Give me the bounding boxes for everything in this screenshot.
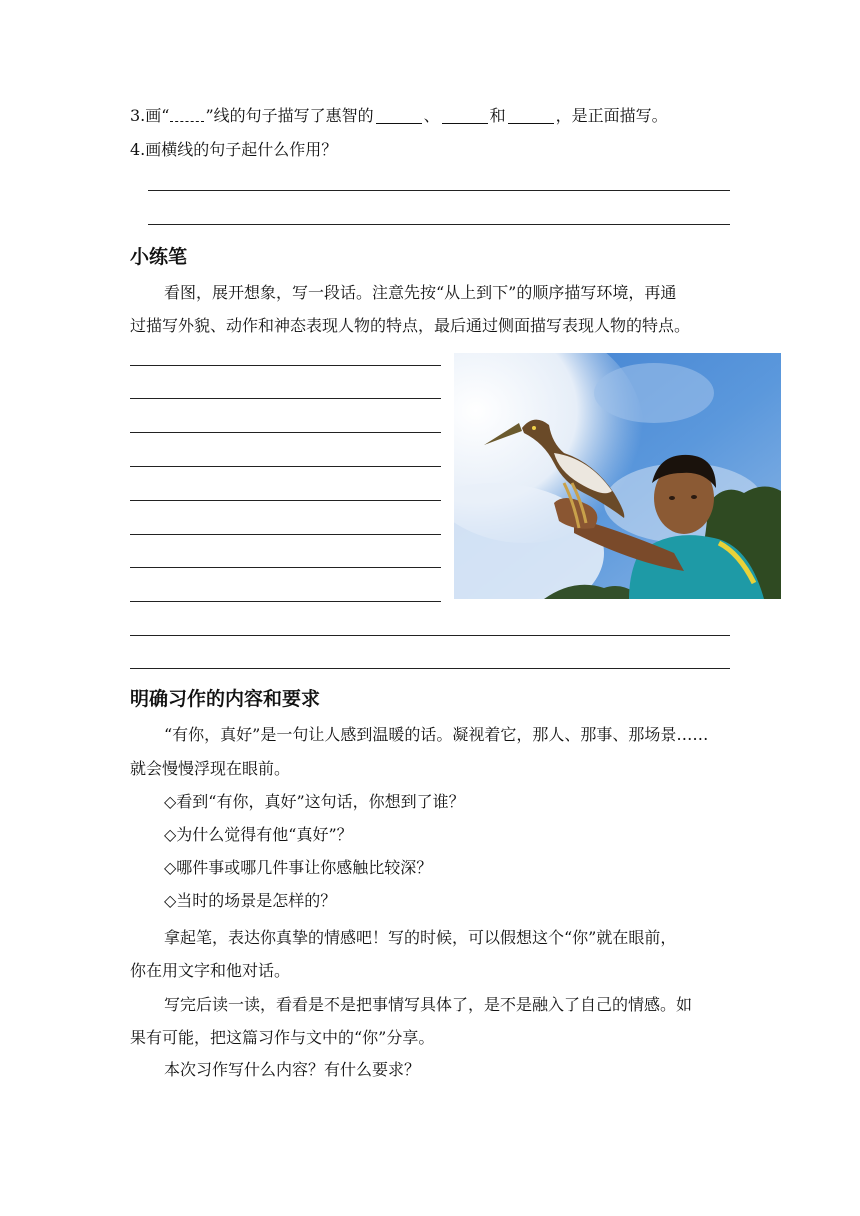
photo-illustration [454,353,781,599]
answer-line[interactable] [148,190,730,191]
requirements-intro-line-1: “有你，真好”是一句让人感到温暖的话。凝视着它，那人、那事、那场景…… [164,725,709,744]
q3-prefix: 3.画“ [130,106,170,125]
writing-line[interactable] [130,398,441,399]
requirements-para3-line-1: 写完后读一读，看看是不是把事情写具体了，是不是融入了自己的情感。如 [164,995,693,1014]
dashed-line-mark [170,107,204,122]
writing-line[interactable] [130,365,441,366]
answer-blank-3[interactable] [508,107,554,124]
answer-blank-1[interactable] [376,107,422,124]
q3-and: 和 [489,106,506,125]
q3-separator: 、 [423,106,440,125]
section-heading-practice: 小练笔 [130,246,188,268]
boy-with-heron-photo [454,353,781,599]
requirement-bullet: ◇哪件事或哪几件事让你感触比较深？ [164,858,433,877]
writing-line[interactable] [130,500,441,501]
section-heading-requirements: 明确习作的内容和要求 [130,688,321,710]
writing-line[interactable] [130,432,441,433]
writing-line[interactable] [130,601,441,602]
requirements-para2-line-2: 你在用文字和他对话。 [130,961,291,980]
requirements-question: 本次习作写什么内容？有什么要求？ [164,1060,421,1079]
writing-line[interactable] [130,668,730,669]
q3-middle: ”线的句子描写了惠智的 [205,106,374,125]
requirements-para2-line-1: 拿起笔，表达你真挚的情感吧！写的时候，可以假想这个“你”就在眼前， [164,928,677,947]
writing-line[interactable] [130,635,730,636]
requirement-bullet: ◇当时的场景是怎样的？ [164,891,337,910]
writing-line[interactable] [130,534,441,535]
question-3 [130,106,668,126]
question-4: 4.画横线的句子起什么作用？ [130,140,338,159]
writing-line[interactable] [130,567,441,568]
writing-line[interactable] [130,466,441,467]
answer-line[interactable] [148,224,730,225]
requirement-bullet: ◇看到“有你，真好”这句话，你想到了谁？ [164,792,465,811]
practice-paragraph-line-2: 过描写外貌、动作和神态表现人物的特点，最后通过侧面描写表现人物的特点。 [130,316,691,335]
q3-suffix: ，是正面描写。 [555,106,668,125]
practice-paragraph-line-1: 看图，展开想象，写一段话。注意先按“从上到下”的顺序描写环境，再通 [164,283,677,302]
requirement-bullet: ◇为什么觉得有他“真好”？ [164,825,353,844]
requirements-para3-line-2: 果有可能，把这篇习作与文中的“你”分享。 [130,1028,435,1047]
answer-blank-2[interactable] [442,107,488,124]
requirements-intro-line-2: 就会慢慢浮现在眼前。 [130,759,291,778]
